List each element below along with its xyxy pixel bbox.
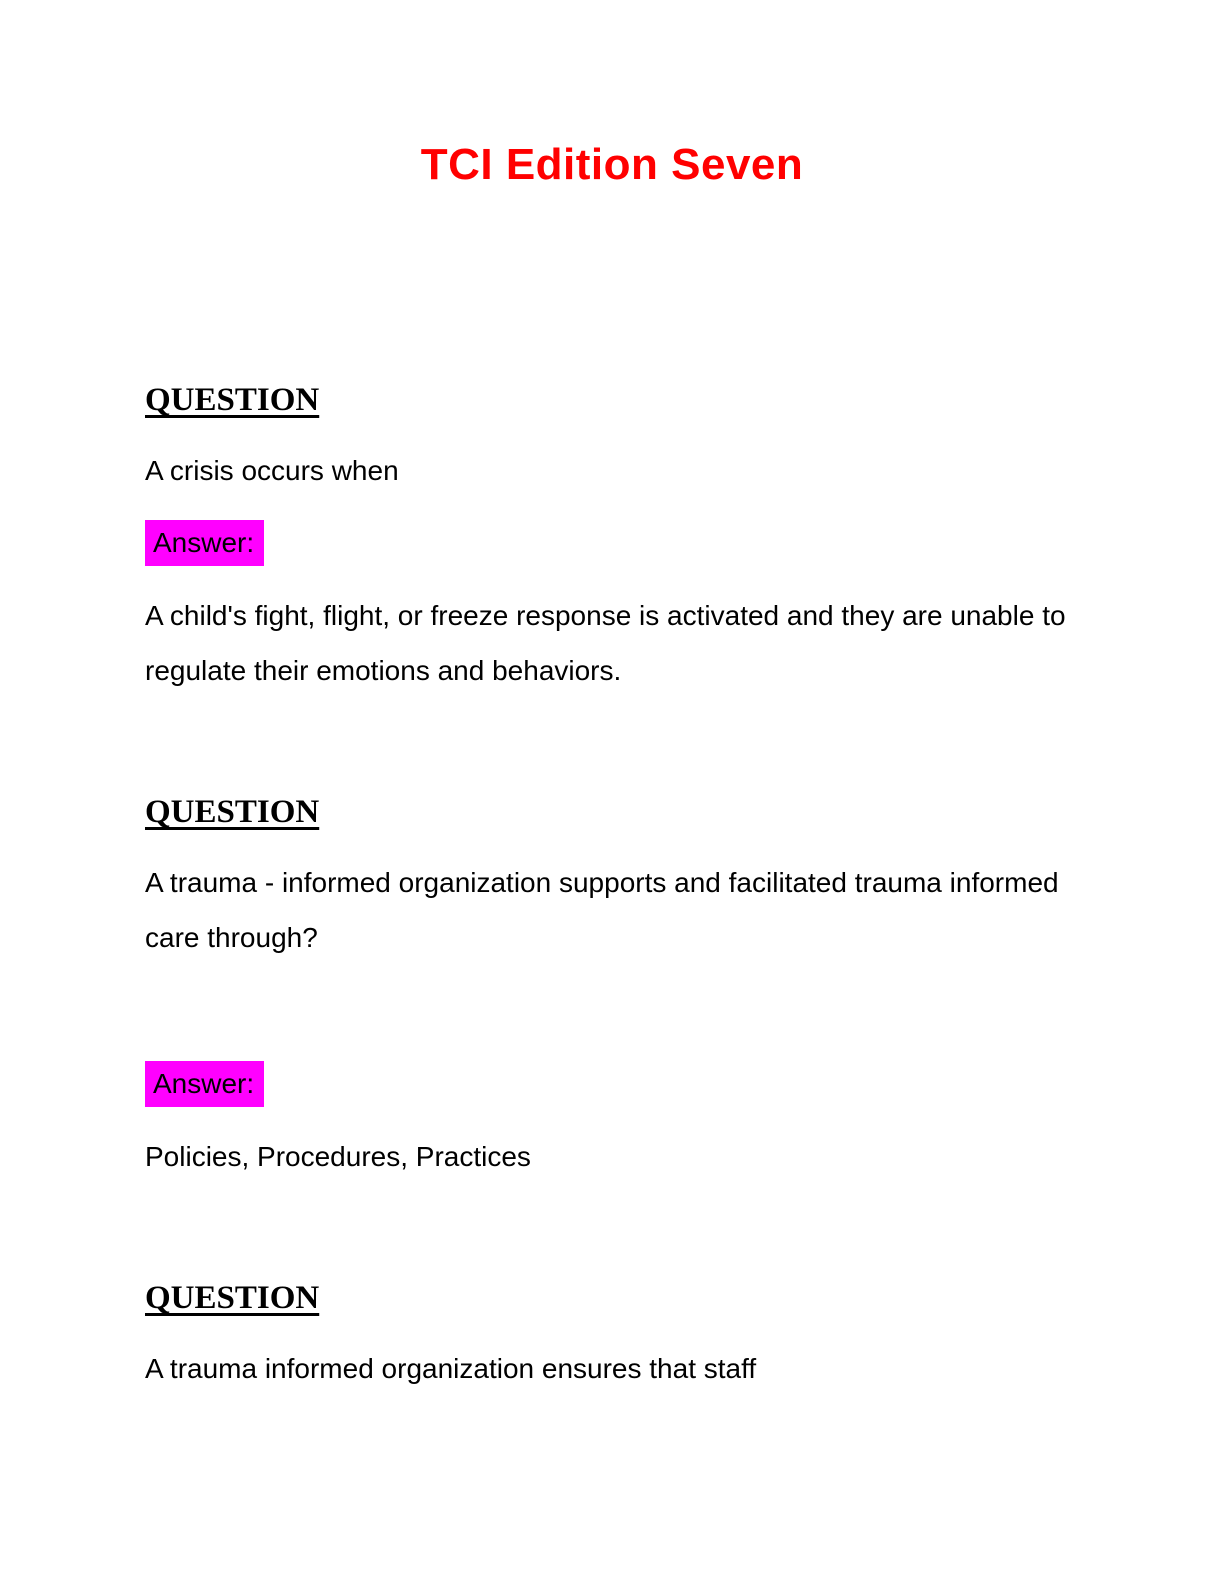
answer-block xyxy=(145,520,1079,566)
answer-block xyxy=(145,1061,1079,1107)
question-text: A crisis occurs when xyxy=(145,455,399,486)
answer-label: Answer: xyxy=(145,520,264,566)
question-heading: QUESTION xyxy=(145,1280,320,1316)
question-text: A trauma informed organization ensures that staff xyxy=(145,1353,757,1384)
answer-text: A child's fight, flight, or freeze response is activated and they are unable to regulate their emotions and behaviors. xyxy=(145,600,1066,686)
question-heading: QUESTION xyxy=(145,382,320,418)
question-heading: QUESTION xyxy=(145,794,320,830)
qa-section-3 xyxy=(145,1280,1079,1396)
answer-text: Policies, Procedures, Practices xyxy=(145,1141,531,1172)
question-text: A trauma - informed organization supports and facilitated trauma informed care through? xyxy=(145,867,1059,953)
answer-label: Answer: xyxy=(145,1061,264,1107)
document-title: TCI Edition Seven xyxy=(420,140,804,189)
qa-section-1 xyxy=(145,382,1079,698)
qa-section-2 xyxy=(145,794,1079,1184)
